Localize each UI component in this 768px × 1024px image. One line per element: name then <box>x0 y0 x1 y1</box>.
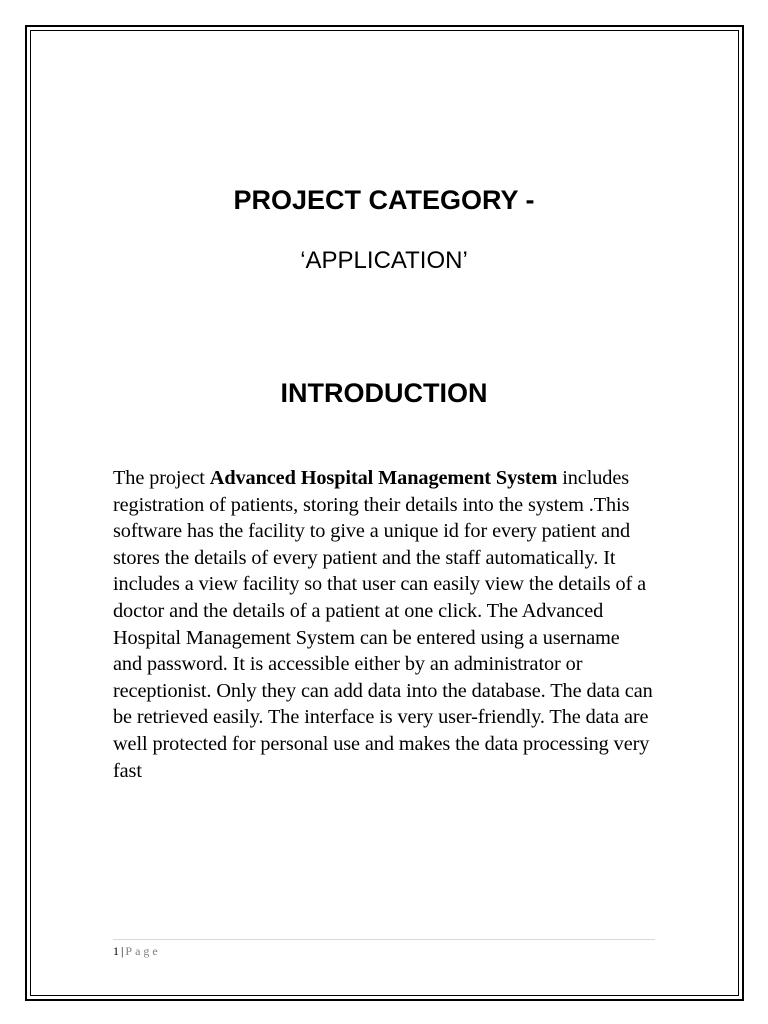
introduction-heading: INTRODUCTION <box>280 378 488 408</box>
footer-separator: | <box>121 944 124 958</box>
project-name: Advanced Hospital Management System <box>209 467 558 489</box>
intro-lead-text: The project <box>113 467 210 489</box>
page-label: Page <box>125 944 161 958</box>
project-category-title: PROJECT CATEGORY - <box>233 185 535 215</box>
intro-body-text: includes registration of patients, storing their details into the system .This software has the facility to give a unique id for every patient and stores the details of every patient and the staff automatically. It includes a view facility so that user can easily view the details of a doctor and the details of a patient at one click. The Advanced Hospital Management System can be entered using a username and password. It is accessible either by an administrator or receptionist. Only they can add data into the database. The data can be retrieved easily. The interface is very user-friendly. The data are well protected for personal use and makes the data processing very fast <box>113 467 653 782</box>
footer-divider <box>113 939 655 940</box>
introduction-paragraph <box>113 465 653 784</box>
page-number: 1 <box>113 944 119 958</box>
page-footer <box>113 943 161 959</box>
project-category-value: ‘APPLICATION’ <box>300 247 468 274</box>
